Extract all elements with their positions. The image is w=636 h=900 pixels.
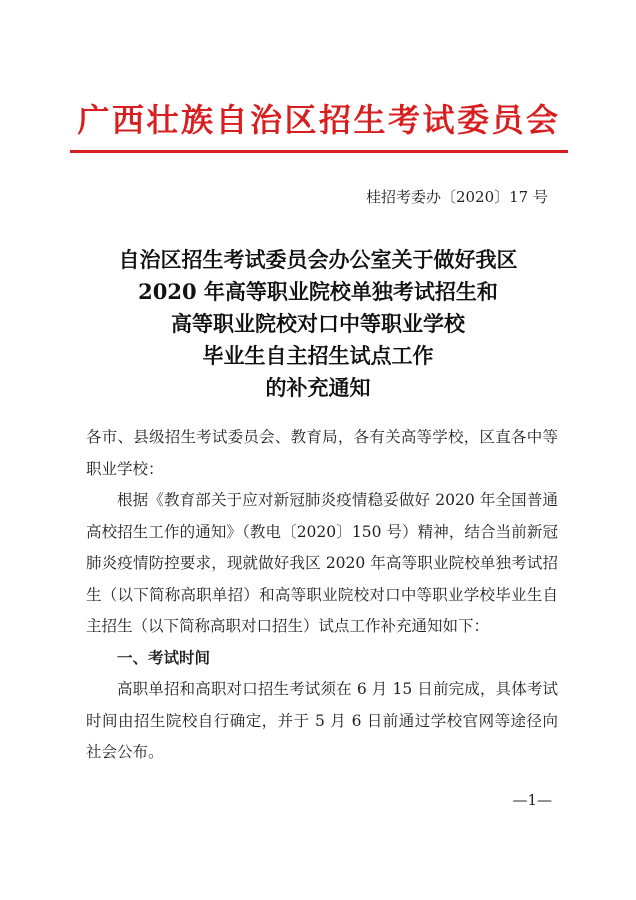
document-body xyxy=(86,422,558,769)
addressee: 各市、县级招生考试委员会、教育局，各有关高等学校，区直各中等职业学校： xyxy=(86,428,558,478)
document-number: 桂招考委办〔2020〕17 号 xyxy=(365,188,548,206)
title-line: 自治区招生考试委员会办公室关于做好我区 xyxy=(118,247,518,272)
body-paragraph: 根据《教育部关于应对新冠肺炎疫情稳妥做好 2020 年全国普通高校招生工作的通知》（教电〔2020〕150 号）精神，结合当前新冠肺炎疫情防控要求，现就做好我区 2020 年高等职业院校单独考试招生（以下简称高职单招）和高等职业院校对口中等职业学校毕业生自主招生（以下简称高职对口招生）试点工作补充通知如下： xyxy=(86,491,558,635)
letterhead-red-rule xyxy=(70,150,568,153)
section-heading: 一、考试时间 xyxy=(117,648,211,667)
title-line: 的补充通知 xyxy=(265,375,371,400)
letterhead-org-name: 广西壮族自治区招生考试委员会 xyxy=(77,101,561,139)
body-paragraph: 高职单招和高职对口招生考试须在 6 月 15 日前完成，具体考试时间由招生院校自行确定，并于 5 月 6 日前通过学校官网等途径向社会公布。 xyxy=(86,680,558,761)
document-title xyxy=(60,244,576,404)
page-number: —1— xyxy=(512,791,552,809)
title-line: 毕业生自主招生试点工作 xyxy=(202,343,434,368)
title-line: 2020 年高等职业院校单独考试招生和 xyxy=(138,279,498,304)
title-line: 高等职业院校对口中等职业学校 xyxy=(171,311,465,336)
